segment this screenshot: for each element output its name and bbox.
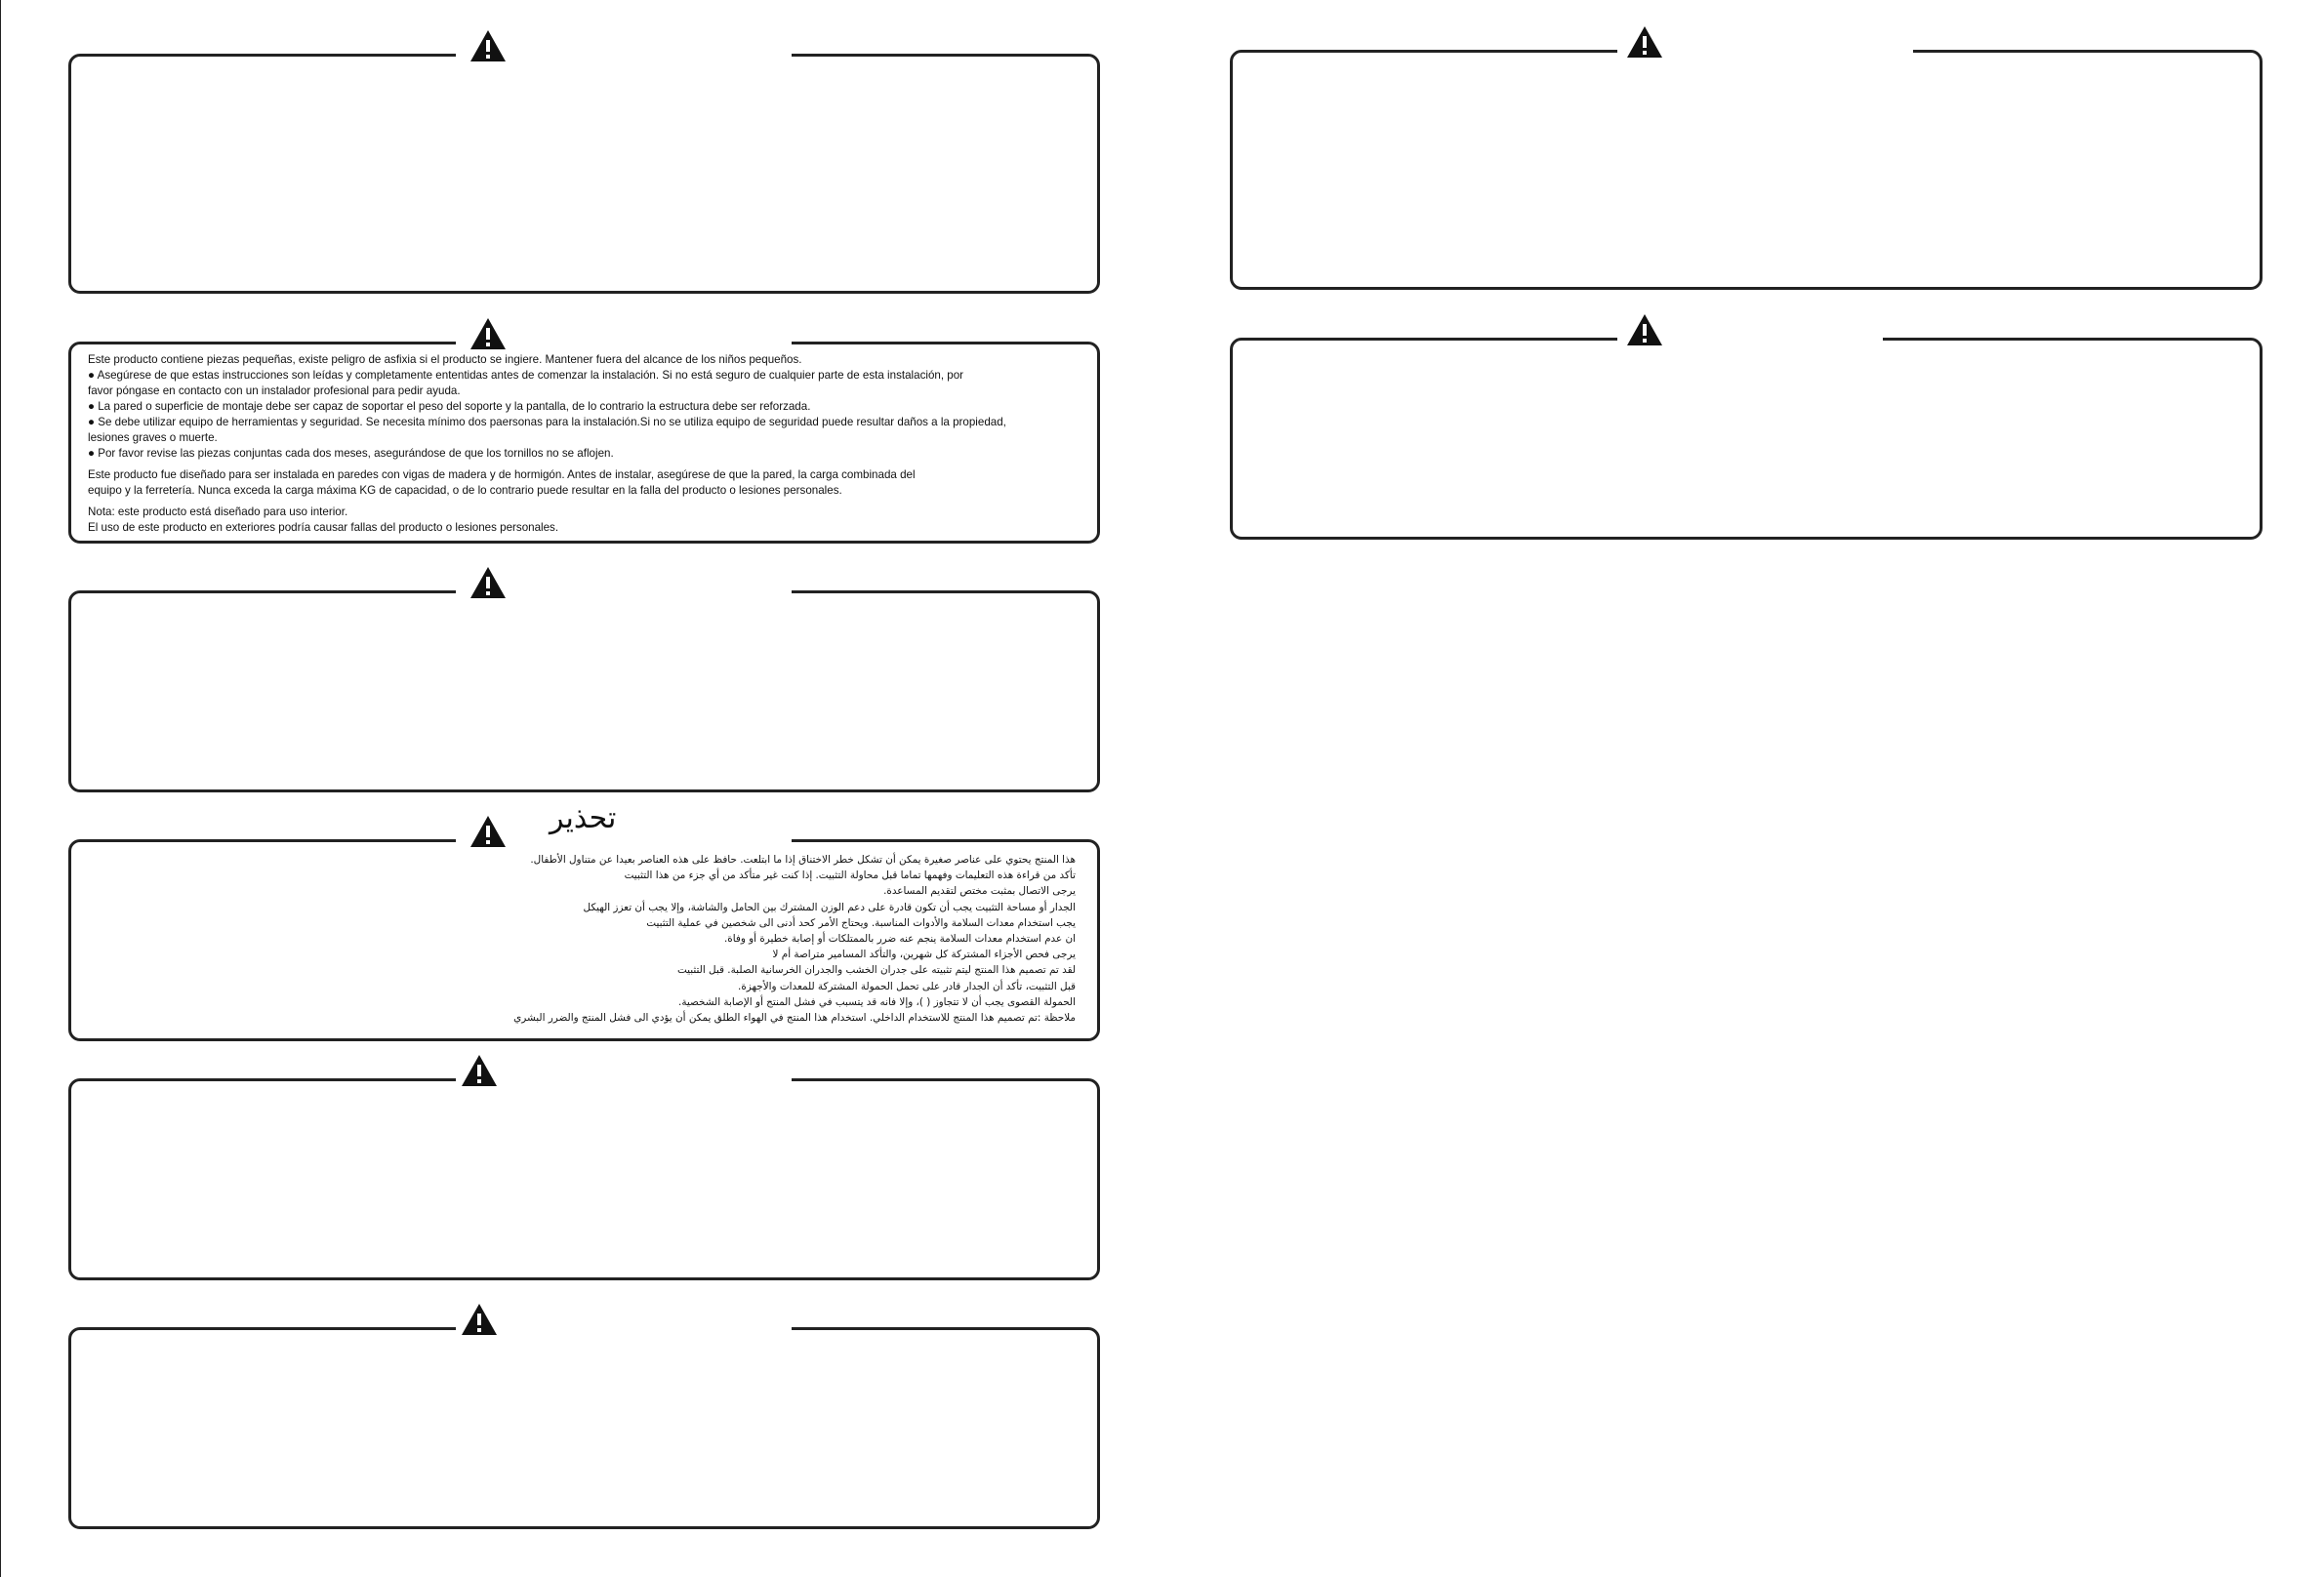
warning-triangle-icon (1625, 24, 1664, 60)
arabic-paragraph: الحمولة القصوى يجب أن لا تتجاوز ( )، وإلا فانه قد يتسبب في فشل المنتج أو الإصابة الشخصية. (678, 995, 1076, 1008)
warning-box-3 (68, 590, 1100, 792)
warning-triangle-icon (469, 565, 508, 600)
arabic-paragraph: هذا المنتج يحتوي على عناصر صغيرة يمكن أن تشكل خطر الاختناق إذا ما ابتلعت. حافظ على هذه العناصر بعيدا عن متناول الأطفال. (530, 854, 1076, 866)
spanish-paragraph: Nota: este producto está diseñado para uso interior. (88, 505, 348, 518)
warning-triangle-icon (1625, 312, 1664, 347)
spanish-paragraph: El uso de este producto en exteriores podría causar fallas del producto o lesiones personales. (88, 521, 559, 534)
warning-box-spanish (68, 342, 1100, 544)
spanish-paragraph: Este producto contiene piezas pequeñas, existe peligro de asfixia si el producto se ingiere. Mantener fuera del alcance de los niños pequeños. (88, 353, 802, 366)
arabic-paragraph: يرجى الاتصال بمثبت مختص لتقديم المساعدة. (883, 885, 1076, 898)
arabic-warning-text (197, 852, 1076, 1026)
spanish-paragraph: ● Asegúrese de que estas instrucciones son leídas y completamente ententidas antes de comenzar la instalación. Si no está seguro de cualquier parte de esta instalación, por (88, 369, 964, 382)
warning-box-6 (68, 1327, 1100, 1529)
spanish-paragraph: equipo y la ferretería. Nunca exceda la carga máxima KG de capacidad, o de lo contrario puede resultar en la falla del producto o lesiones personales. (88, 484, 842, 497)
arabic-paragraph: ملاحظة :تم تصميم هذا المنتج للاستخدام الداخلي. استخدام هذا المنتج في الهواء الطلق يمكن أن يؤدي الى فشل المنتج والضرر البشري (513, 1012, 1076, 1025)
title-gap (456, 1075, 792, 1084)
arabic-paragraph: يجب استخدام معدات السلامة والأدوات المناسبة. ويحتاج الأمر كحد أدنى الى شخصين في عملية التثبيت (646, 916, 1076, 929)
arabic-paragraph: ان عدم استخدام معدات السلامة ينجم عنه ضرر بالممتلكات أو إصابة خطيرة أو وفاة. (723, 933, 1076, 946)
arabic-paragraph: قبل التثبيت، تأكد أن الجدار قادر على تحمل الحمولة المشتركة للمعدات والأجهزة. (738, 980, 1076, 992)
spanish-paragraph: ● Por favor revise las piezas conjuntas cada dos meses, asegurándose de que los tornillos no se aflojen. (88, 447, 614, 460)
warning-box-1 (68, 54, 1100, 294)
warning-box-arabic (68, 801, 1100, 1041)
spanish-paragraph: lesiones graves o muerte. (88, 431, 218, 444)
title-gap (456, 1324, 792, 1333)
arabic-paragraph: الجدار أو مساحة التثبيت يجب أن تكون قادرة على دعم الوزن المشترك بين الحامل والشاشة، وإلا يجب أن تعزز الهيكل (583, 901, 1076, 913)
warning-triangle-icon (460, 1053, 499, 1088)
spanish-paragraph: Este producto fue diseñado para ser instalada en paredes con vigas de madera y de hormigón. Antes de instalar, asegúrese de que la pared, la carga combinada del (88, 468, 916, 481)
warning-triangle-icon (469, 316, 508, 351)
spanish-paragraph: ● La pared o superficie de montaje debe ser capaz de soportar el peso del soporte y la pantalla, de lo contrario la estructura debe ser reforzada. (88, 400, 811, 413)
arabic-warning-title: تحذير (550, 801, 617, 835)
warning-box-7 (1230, 50, 2263, 290)
page-edge (0, 0, 1, 1577)
spanish-paragraph: ● Se debe utilizar equipo de herramientas y seguridad. Se necesita mínimo dos paersonas para la instalación.Si no se utiliza equipo de seguridad puede resultar daños a la propiedad, (88, 416, 1006, 428)
warning-triangle-icon (469, 814, 508, 849)
warning-triangle-icon (469, 28, 508, 63)
arabic-paragraph: لقد تم تصميم هذا المنتج ليتم تثبيته على جدران الخشب والجدران الخرسانية الصلبة. قبل التثبيت (676, 964, 1076, 977)
spanish-paragraph: favor póngase en contacto con un instalador profesional para pedir ayuda. (88, 384, 461, 397)
arabic-paragraph: تأكد من قراءة هذه التعليمات وفهمها تماما قبل محاولة التثبيت. إذا كنت غير متأكد من أي جزء من هذا التثبيت (624, 869, 1076, 882)
warning-box-8 (1230, 338, 2263, 540)
arabic-paragraph: يرجى فحص الأجزاء المشتركة كل شهرين، والتأكد المسامير متراصة أم لا (772, 949, 1076, 961)
warning-box-5 (68, 1078, 1100, 1280)
warning-triangle-icon (460, 1302, 499, 1337)
spanish-warning-text (88, 352, 1093, 536)
